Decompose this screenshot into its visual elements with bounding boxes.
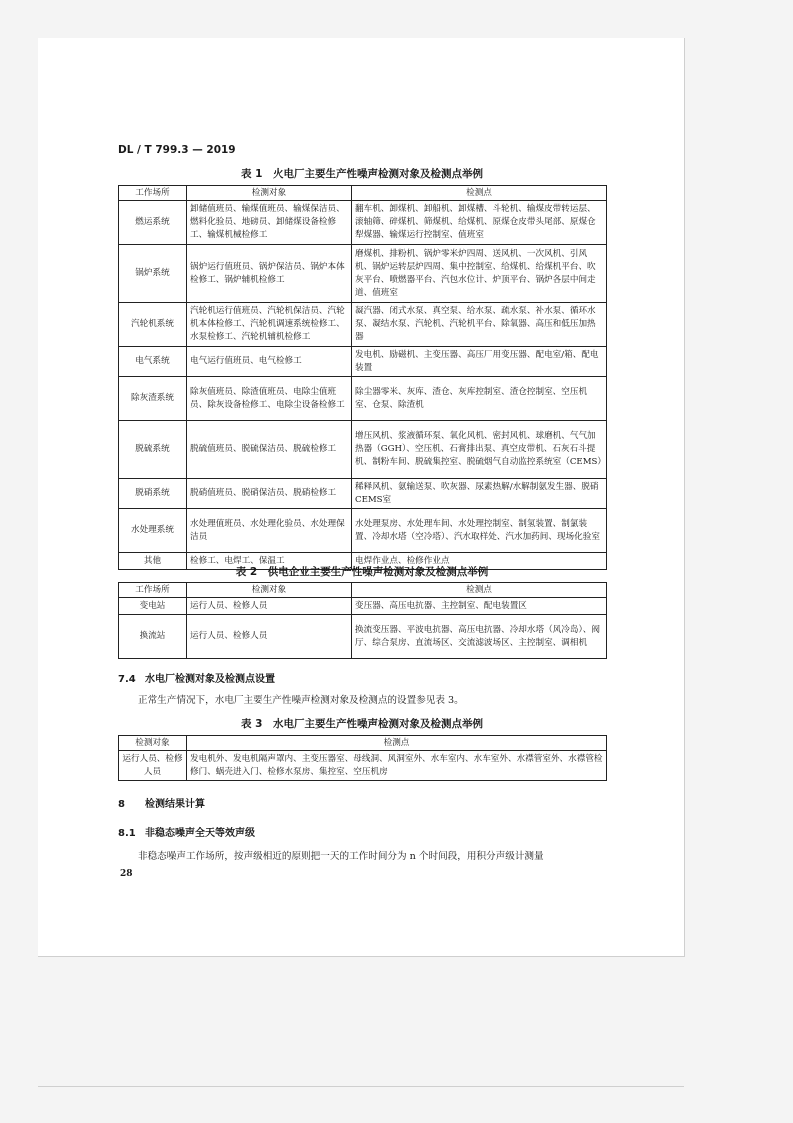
section-number: 7.4 [118,674,136,685]
table-row [119,509,607,553]
section-7-4-heading [118,670,275,685]
table-header-row [119,583,607,598]
objects-cell: 电气运行值班员、电气检修工 [187,347,352,377]
column-header: 工作场所 [119,186,187,201]
points-cell: 凝汽器、闭式水泵、真空泵、给水泵、疏水泵、补水泵、循环水泵、凝结水泵、汽轮机、汽轮机平台、除氧器、高压和低压加热器 [352,303,607,347]
section-8-heading [118,795,205,810]
section-title: 非稳态噪声全天等效声级 [145,828,255,839]
objects-cell: 脱硫值班员、脱硫保洁员、脱硫检修工 [187,421,352,479]
points-cell: 磨煤机、排粉机、锅炉零米炉四周、送风机、一次风机、引风机、锅炉运转层炉四周、集中控制室、给煤机、给煤机平台、吹灰平台、喷燃器平台、汽包水位计、炉顶平台、锅炉各层中间走道、值班室 [352,245,607,303]
section-number: 8 [118,799,125,810]
objects-cell: 运行人员、检修人员 [187,598,352,615]
table2-title: 表 2 供电企业主要生产性噪声检测对象及检测点举例 [235,566,489,578]
table1-title: 表 1 火电厂主要生产性噪声检测对象及检测点举例 [241,168,483,180]
section-7-4-body: 正常生产情况下，水电厂主要生产性噪声检测对象及检测点的设置参见表 3。 [138,695,464,706]
objects-cell: 除灰值班员、除渣值班员、电除尘值班员、除灰设备检修工、电除尘设备检修工 [187,377,352,421]
objects-cell: 检修工、电焊工、保温工 [187,553,352,570]
workplace-cell: 其他 [119,553,187,570]
points-cell: 电焊作业点、检修作业点 [352,553,607,570]
points-cell: 发电机外、发电机隔声罩内、主变压器室、母线洞、风洞室外、水车室内、水车室外、水襟管室外、水襟管检修门、蜗壳进入门、检修水泵房、集控室、空压机房 [187,751,607,781]
workplace-cell: 电气系统 [119,347,187,377]
objects-cell: 脱硝值班员、脱硝保洁员、脱硝检修工 [187,479,352,509]
objects-cell: 水处理值班员、水处理化验员、水处理保洁员 [187,509,352,553]
table-row [119,751,607,781]
section-title: 检测结果计算 [145,799,205,810]
standard-code: DL / T 799.3 — 2019 [118,144,236,156]
table-row [119,303,607,347]
workplace-cell: 燃运系统 [119,201,187,245]
section-8-1-heading [118,824,255,839]
workplace-cell: 除灰渣系统 [119,377,187,421]
table-row [119,377,607,421]
workplace-cell: 锅炉系统 [119,245,187,303]
workplace-cell: 脱硫系统 [119,421,187,479]
points-cell: 增压风机、浆液循环泵、氧化风机、密封风机、球磨机、气气加热器（GGH）、空压机、石膏排出泵、真空皮带机、石灰石斗提机、制粉车间、脱硫集控室、脱硫烟气自动监控系统室（CEMS） [352,421,607,479]
table-row [119,615,607,659]
column-header: 工作场所 [119,583,187,598]
column-header: 检测点 [187,736,607,751]
page-number: 28 [120,869,133,879]
section-title: 水电厂检测对象及检测点设置 [145,674,275,685]
table-row [119,347,607,377]
table3-title: 表 3 水电厂主要生产性噪声检测对象及检测点举例 [241,718,483,730]
column-header: 检测对象 [187,186,352,201]
table-row [119,479,607,509]
points-cell: 稀释风机、氨输送泵、吹灰器、尿素热解/水解制氨发生器、脱硝CEMS室 [352,479,607,509]
section-number: 8.1 [118,828,136,839]
points-cell: 换流变压器、平波电抗器、高压电抗器、冷却水塔（风冷岛）、阀厅、综合泵房、直流场区、交流滤波场区、主控制室、调相机 [352,615,607,659]
column-header: 检测对象 [119,736,187,751]
column-header: 检测点 [352,583,607,598]
points-cell: 除尘器零米、灰库、渣仓、灰库控制室、渣仓控制室、空压机室、仓泵、除渣机 [352,377,607,421]
table-row [119,245,607,303]
points-cell: 变压器、高压电抗器、主控制室、配电装置区 [352,598,607,615]
table-header-row [119,186,607,201]
bottom-divider [38,1086,684,1087]
objects-cell: 卸储值班员、输煤值班员、输煤保洁员、燃料化验员、地磅员、卸储煤设备检修工、输煤机械检修工 [187,201,352,245]
workplace-cell: 汽轮机系统 [119,303,187,347]
objects-cell: 锅炉运行值班员、锅炉保洁员、锅炉本体检修工、锅炉辅机检修工 [187,245,352,303]
table2 [118,582,607,659]
objects-cell: 运行人员、检修人员 [187,615,352,659]
points-cell: 发电机、励磁机、主变压器、高压厂用变压器、配电室/箱、配电装置 [352,347,607,377]
table-row [119,598,607,615]
column-header: 检测对象 [187,583,352,598]
table-row [119,421,607,479]
objects-cell: 运行人员、检修人员 [119,751,187,781]
points-cell: 水处理泵房、水处理车间、水处理控制室、制氢装置、制氯装置、冷却水塔（空冷塔）、汽水取样处、汽水加药间、现场化验室 [352,509,607,553]
workplace-cell: 水处理系统 [119,509,187,553]
section-8-1-body: 非稳态噪声工作场所，按声级相近的原则把一天的工作时间分为 n 个时间段，用积分声级计测量 [138,851,544,862]
table-header-row [119,736,607,751]
points-cell: 翻车机、卸煤机、卸船机、卸煤槽、斗轮机、输煤皮带转运层、滚轴筛、碎煤机、筛煤机、给煤机、原煤仓皮带头尾部、原煤仓犁煤器、输煤运行控制室、值班室 [352,201,607,245]
workplace-cell: 变电站 [119,598,187,615]
column-header: 检测点 [352,186,607,201]
table3 [118,735,607,781]
objects-cell: 汽轮机运行值班员、汽轮机保洁员、汽轮机本体检修工、汽轮机调速系统检修工、水泵检修工、汽轮机辅机检修工 [187,303,352,347]
table-row [119,201,607,245]
workplace-cell: 脱硝系统 [119,479,187,509]
table1 [118,185,607,570]
workplace-cell: 换流站 [119,615,187,659]
